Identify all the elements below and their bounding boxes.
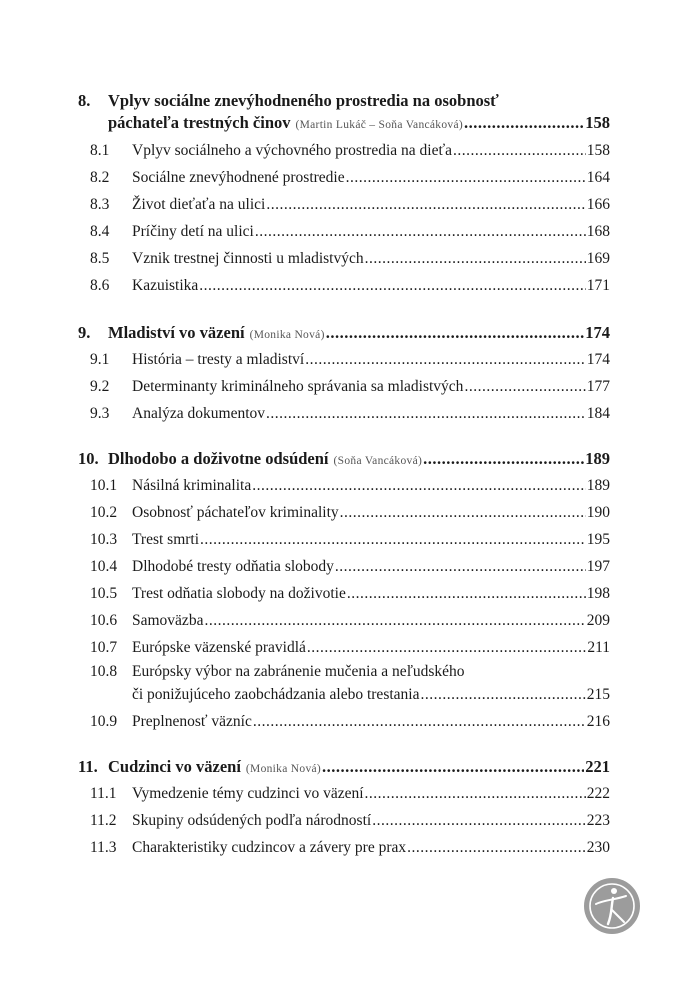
toc-entry-title: Príčiny detí na ulici [132, 223, 254, 240]
toc-entry-number: 8.4 [90, 223, 110, 240]
toc-entry-number: 8. [78, 91, 91, 110]
toc-section[interactable] [0, 401, 694, 427]
toc-page-number: 190 [586, 504, 610, 521]
toc-page-number: 222 [586, 785, 610, 802]
toc-entry-title: Samoväzba [132, 612, 204, 629]
toc-page-number: 174 [586, 351, 610, 368]
toc-section[interactable] [0, 608, 694, 634]
toc-page-number: 195 [586, 531, 610, 548]
toc-entry-title: Kazuistika [132, 277, 199, 294]
toc-entry-title: Cudzinci vo väzení [108, 757, 241, 776]
toc-page-number: 158 [586, 142, 610, 159]
toc-entry-title: História – tresty a mladiství [132, 351, 305, 368]
toc-section[interactable] [0, 192, 694, 218]
toc-dot-leader [266, 192, 585, 218]
figure-logo-icon [584, 878, 640, 934]
toc-page-number: 230 [586, 839, 610, 856]
toc-entry-number: 9. [78, 323, 91, 342]
toc-page-number: 221 [585, 757, 610, 776]
toc-section[interactable] [0, 165, 694, 191]
toc-entry-title: Determinanty kriminálneho správania sa mladistvých [132, 378, 464, 395]
toc-entry-title: Analýza dokumentov [132, 405, 266, 422]
toc-dot-leader [305, 347, 586, 373]
toc-page-number: 189 [586, 477, 610, 494]
toc-section[interactable] [0, 709, 694, 735]
toc-entry-title: Európsky výbor na zabránenie mučenia a neľudského [132, 663, 465, 680]
toc-section[interactable] [0, 374, 694, 400]
toc-entry-title: Násilná kriminalita [132, 477, 252, 494]
toc-entry-title: Trest smrti [132, 531, 200, 548]
toc-entry-number: 8.5 [90, 250, 110, 267]
toc-entry-number: 8.1 [90, 142, 110, 159]
toc-dot-leader [365, 246, 586, 272]
toc-page-number: 177 [586, 378, 610, 395]
toc-entry-number: 8.2 [90, 169, 110, 186]
toc-entry-author: (Martin Lukáč – Soňa Vancáková) [295, 119, 463, 131]
toc-dot-leader [326, 320, 585, 346]
toc-dot-leader [255, 219, 586, 245]
toc-page-number: 198 [586, 585, 610, 602]
toc-section[interactable] [0, 246, 694, 272]
toc-entry-number: 10. [78, 449, 99, 468]
toc-entry-number: 11. [78, 757, 98, 776]
toc-section[interactable] [0, 473, 694, 499]
toc-entry-title: Európske väzenské pravidlá [132, 639, 306, 656]
toc-dot-leader [322, 754, 584, 780]
toc-chapter[interactable] [0, 110, 694, 136]
toc-section[interactable] [0, 781, 694, 807]
toc-entry-title: Osobnosť páchateľov kriminality [132, 504, 339, 521]
toc-entry-title: Preplnenosť väzníc [132, 713, 252, 730]
toc-section[interactable] [0, 500, 694, 526]
toc-page-number: 166 [586, 196, 610, 213]
toc-dot-leader [372, 808, 586, 834]
toc-entry-number: 11.2 [90, 812, 117, 829]
toc-dot-leader [347, 581, 586, 607]
toc-dot-leader [453, 138, 586, 164]
toc-entry-number: 9.3 [90, 405, 110, 422]
toc-chapter[interactable] [0, 446, 694, 472]
toc-entry-number: 10.3 [90, 531, 118, 548]
toc-entry-title: Dlhodobé tresty odňatia slobody [132, 558, 334, 575]
toc-entry-number: 10.4 [90, 558, 118, 575]
toc-entry-author: (Monika Nová) [249, 329, 325, 341]
toc-entry-author: (Soňa Vancáková) [333, 455, 423, 467]
toc-entry-title: Sociálne znevýhodnené prostredie [132, 169, 345, 186]
toc-entry-title: Mladiství vo väzení [108, 323, 245, 342]
toc-entry-author: (Monika Nová) [245, 763, 322, 775]
toc-dot-leader [340, 500, 586, 526]
toc-entry-title: Život dieťaťa na ulici [132, 196, 266, 213]
toc-section[interactable] [0, 273, 694, 299]
toc-dot-leader [335, 554, 586, 580]
toc-entry-title: Vplyv sociálneho a výchovného prostredia na dieťa [132, 142, 452, 159]
toc-page-number: 215 [586, 686, 610, 703]
toc-entry-number: 11.1 [90, 785, 117, 802]
toc-dot-leader [423, 446, 584, 472]
toc-entry-title: Vymedzenie témy cudzinci vo väzení [132, 785, 364, 802]
toc-dot-leader [199, 273, 585, 299]
toc-dot-leader [253, 709, 586, 735]
toc-page-number: 184 [586, 405, 610, 422]
toc-section[interactable] [0, 219, 694, 245]
toc-entry-title: Trest odňatia slobody na doživotie [132, 585, 346, 602]
toc-entry-number: 8.3 [90, 196, 110, 213]
toc-section[interactable] [0, 682, 694, 708]
toc-chapter[interactable] [0, 754, 694, 780]
toc-section[interactable] [0, 835, 694, 861]
toc-section[interactable] [0, 347, 694, 373]
toc-page-number: 211 [587, 639, 610, 656]
toc-entry-title: Skupiny odsúdených podľa národností [132, 812, 372, 829]
toc-dot-leader [407, 835, 586, 861]
toc-entry-title: Vplyv sociálne znevýhodneného prostredia na osobnosť [108, 91, 499, 110]
toc-entry-number: 10.5 [90, 585, 118, 602]
toc-section[interactable] [0, 581, 694, 607]
toc-entry-title: Dlhodobo a doživotne odsúdení [108, 449, 329, 468]
toc-dot-leader [204, 608, 585, 634]
toc-section[interactable] [0, 808, 694, 834]
toc-entry-title: páchateľa trestných činov [108, 113, 291, 132]
toc-dot-leader [307, 635, 586, 661]
toc-page-number: 197 [586, 558, 610, 575]
toc-page-number: 209 [586, 612, 610, 629]
toc-entry-title: Vznik trestnej činnosti u mladistvých [132, 250, 364, 267]
toc-entry-number: 10.8 [90, 663, 118, 680]
toc-section[interactable] [0, 527, 694, 553]
toc-chapter[interactable] [0, 320, 694, 346]
toc-dot-leader [252, 473, 586, 499]
toc-entry-number: 10.1 [90, 477, 118, 494]
toc-entry-number: 10.2 [90, 504, 118, 521]
toc-page-number: 168 [586, 223, 610, 240]
toc-entry-number: 9.1 [90, 351, 110, 368]
toc-section[interactable] [0, 138, 694, 164]
toc-dot-leader [420, 682, 585, 708]
toc-page-number: 174 [585, 323, 610, 342]
toc-page-number: 169 [586, 250, 610, 267]
toc-page-number: 189 [585, 449, 610, 468]
toc-dot-leader [464, 374, 585, 400]
toc-page-number: 164 [586, 169, 610, 186]
toc-page-number: 158 [585, 113, 610, 132]
toc-entry-number: 10.6 [90, 612, 118, 629]
toc-dot-leader [266, 401, 586, 427]
toc-entry-number: 8.6 [90, 277, 110, 294]
toc-dot-leader [346, 165, 586, 191]
toc-dot-leader [464, 110, 584, 136]
publisher-logo [584, 878, 640, 934]
toc-entry-number: 10.9 [90, 713, 118, 730]
toc-entry-number: 11.3 [90, 839, 117, 856]
toc-entry-number: 9.2 [90, 378, 110, 395]
toc-page-number: 223 [586, 812, 610, 829]
toc-dot-leader [200, 527, 586, 553]
toc-entry-title: či ponižujúceho zaobchádzania alebo trestania [132, 686, 420, 703]
toc-section[interactable] [0, 554, 694, 580]
toc-page-number: 171 [586, 277, 610, 294]
toc-page-number: 216 [586, 713, 610, 730]
toc-entry-title: Charakteristiky cudzincov a závery pre prax [132, 839, 407, 856]
toc-section[interactable] [0, 635, 694, 661]
toc-entry-number: 10.7 [90, 639, 118, 656]
toc-dot-leader [365, 781, 586, 807]
